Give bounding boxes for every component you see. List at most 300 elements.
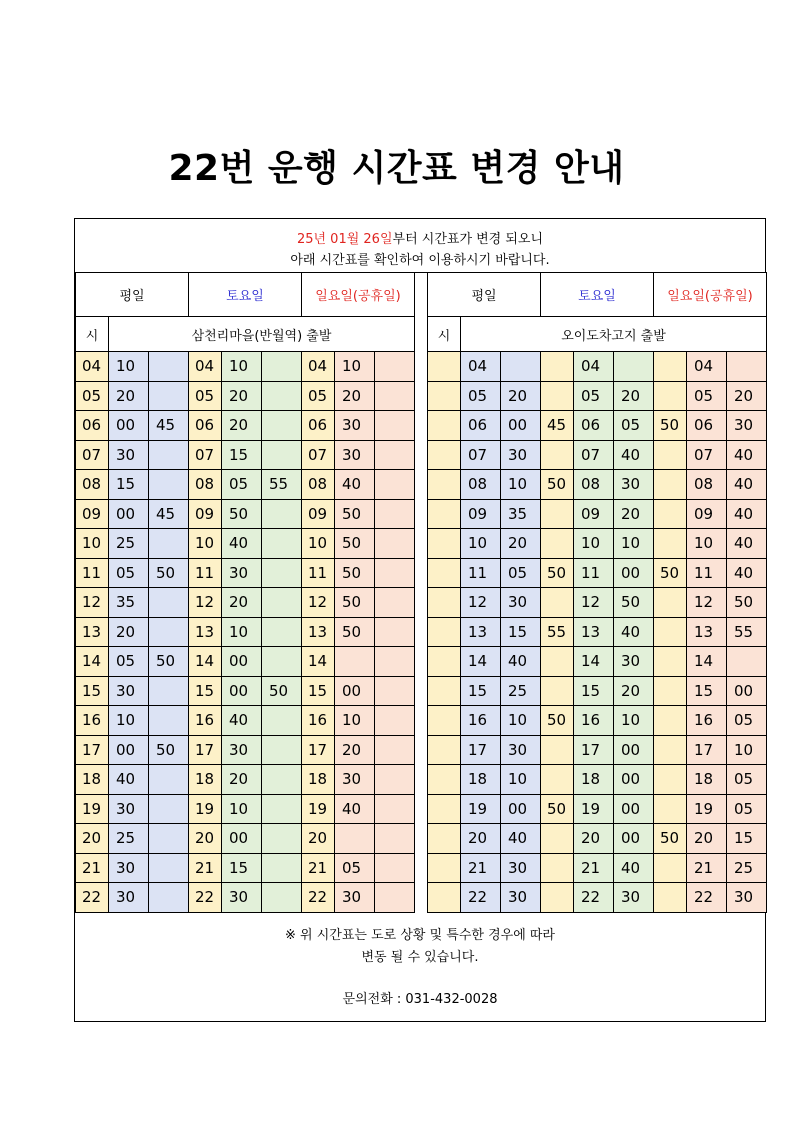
minute-cell bbox=[374, 676, 415, 707]
hour-cell: 21 bbox=[301, 853, 335, 884]
hour-cell: 11 bbox=[188, 558, 222, 589]
minute-cell: 30 bbox=[334, 440, 375, 471]
hour-cell: 13 bbox=[188, 617, 222, 648]
hour-cell bbox=[427, 381, 461, 412]
minute-cell: 50 bbox=[334, 617, 375, 648]
minute-cell: 40 bbox=[334, 469, 375, 500]
hour-cell bbox=[653, 587, 687, 618]
minute-cell: 15 bbox=[726, 823, 767, 854]
minute-cell: 50 bbox=[148, 735, 189, 766]
hour-cell: 17 bbox=[188, 735, 222, 766]
minute-cell: 10 bbox=[500, 705, 541, 736]
minute-cell: 19 bbox=[686, 794, 727, 825]
minute-cell: 05 bbox=[108, 646, 149, 677]
minute-cell: 40 bbox=[221, 705, 262, 736]
minute-cell bbox=[261, 823, 302, 854]
hour-cell: 50 bbox=[540, 469, 574, 500]
minute-cell: 10 bbox=[726, 735, 767, 766]
minute-cell: 40 bbox=[726, 499, 767, 530]
hour-cell bbox=[540, 381, 574, 412]
minute-cell: 13 bbox=[573, 617, 614, 648]
minute-cell bbox=[148, 528, 189, 559]
minute-cell: 30 bbox=[613, 469, 654, 500]
minute-cell: 30 bbox=[108, 882, 149, 913]
minute-cell: 30 bbox=[334, 882, 375, 913]
minute-cell: 50 bbox=[613, 587, 654, 618]
minute-cell: 05 bbox=[686, 381, 727, 412]
hour-cell: 21 bbox=[75, 853, 109, 884]
minute-cell: 40 bbox=[221, 528, 262, 559]
hour-cell: 17 bbox=[301, 735, 335, 766]
hour-cell bbox=[653, 499, 687, 530]
hour-cell: 09 bbox=[188, 499, 222, 530]
minute-cell: 20 bbox=[221, 381, 262, 412]
minute-cell bbox=[613, 351, 654, 382]
minute-cell: 05 bbox=[726, 794, 767, 825]
minute-cell: 10 bbox=[500, 764, 541, 795]
minute-cell: 17 bbox=[573, 735, 614, 766]
hour-cell: 15 bbox=[75, 676, 109, 707]
minute-cell bbox=[148, 440, 189, 471]
hour-cell: 22 bbox=[188, 882, 222, 913]
minute-cell: 21 bbox=[573, 853, 614, 884]
minute-cell: 20 bbox=[108, 617, 149, 648]
minute-cell bbox=[374, 587, 415, 618]
hour-cell: 21 bbox=[188, 853, 222, 884]
minute-cell bbox=[374, 646, 415, 677]
hour-cell: 04 bbox=[188, 351, 222, 382]
hour-cell bbox=[427, 823, 461, 854]
hour-cell: 16 bbox=[75, 705, 109, 736]
minute-cell: 30 bbox=[221, 882, 262, 913]
minute-cell: 40 bbox=[108, 764, 149, 795]
hour-cell bbox=[540, 676, 574, 707]
footer-note-line-1: ※ 위 시간표는 도로 상황 및 특수한 경우에 따라 bbox=[285, 928, 555, 943]
minute-cell: 10 bbox=[221, 794, 262, 825]
minute-cell: 40 bbox=[726, 440, 767, 471]
minute-cell: 10 bbox=[108, 705, 149, 736]
minute-cell: 45 bbox=[148, 499, 189, 530]
minute-cell bbox=[148, 381, 189, 412]
hour-cell bbox=[540, 853, 574, 884]
minute-cell bbox=[148, 617, 189, 648]
hour-cell: 07 bbox=[188, 440, 222, 471]
hour-cell: 09 bbox=[75, 499, 109, 530]
minute-cell bbox=[261, 882, 302, 913]
minute-cell bbox=[374, 823, 415, 854]
minute-cell: 11 bbox=[686, 558, 727, 589]
minute-cell: 21 bbox=[686, 853, 727, 884]
hour-cell bbox=[540, 528, 574, 559]
minute-cell: 12 bbox=[460, 587, 501, 618]
minute-cell bbox=[148, 764, 189, 795]
hour-cell: 45 bbox=[540, 410, 574, 441]
minute-cell: 05 bbox=[726, 764, 767, 795]
hour-cell bbox=[540, 440, 574, 471]
minute-cell: 15 bbox=[573, 676, 614, 707]
minute-cell bbox=[374, 882, 415, 913]
departure-left-hour-header: 시 bbox=[75, 316, 109, 352]
hour-cell bbox=[427, 735, 461, 766]
minute-cell: 30 bbox=[108, 440, 149, 471]
departure-left-weekday-header: 평일 bbox=[75, 272, 189, 317]
minute-cell: 10 bbox=[108, 351, 149, 382]
minute-cell: 00 bbox=[500, 410, 541, 441]
hour-cell bbox=[427, 794, 461, 825]
hour-cell: 06 bbox=[301, 410, 335, 441]
minute-cell bbox=[374, 735, 415, 766]
minute-cell: 10 bbox=[500, 469, 541, 500]
minute-cell: 50 bbox=[334, 499, 375, 530]
minute-cell: 15 bbox=[221, 440, 262, 471]
minute-cell: 50 bbox=[148, 646, 189, 677]
minute-cell bbox=[374, 528, 415, 559]
minute-cell: 12 bbox=[686, 587, 727, 618]
hour-cell: 14 bbox=[75, 646, 109, 677]
minute-cell: 05 bbox=[108, 558, 149, 589]
minute-cell bbox=[261, 794, 302, 825]
minute-cell bbox=[374, 440, 415, 471]
minute-cell: 15 bbox=[460, 676, 501, 707]
minute-cell: 07 bbox=[460, 440, 501, 471]
minute-cell: 20 bbox=[334, 735, 375, 766]
minute-cell: 00 bbox=[613, 764, 654, 795]
minute-cell: 00 bbox=[108, 410, 149, 441]
hour-cell bbox=[540, 646, 574, 677]
minute-cell: 15 bbox=[500, 617, 541, 648]
hour-cell bbox=[427, 617, 461, 648]
hour-cell: 50 bbox=[540, 705, 574, 736]
sunday-label: 일요일 bbox=[667, 289, 705, 304]
hour-cell: 17 bbox=[75, 735, 109, 766]
minute-cell: 30 bbox=[500, 735, 541, 766]
minute-cell: 00 bbox=[108, 499, 149, 530]
minute-cell: 40 bbox=[613, 440, 654, 471]
hour-cell bbox=[653, 646, 687, 677]
minute-cell: 30 bbox=[726, 410, 767, 441]
minute-cell: 04 bbox=[573, 351, 614, 382]
minute-cell: 30 bbox=[108, 676, 149, 707]
minute-cell bbox=[500, 351, 541, 382]
minute-cell: 10 bbox=[221, 351, 262, 382]
minute-cell: 20 bbox=[500, 381, 541, 412]
minute-cell: 20 bbox=[500, 528, 541, 559]
minute-cell: 08 bbox=[460, 469, 501, 500]
minute-cell bbox=[374, 764, 415, 795]
hour-cell bbox=[540, 823, 574, 854]
departure-left-saturday-header: 토요일 bbox=[188, 272, 302, 317]
minute-cell: 20 bbox=[726, 381, 767, 412]
minute-cell bbox=[148, 882, 189, 913]
minute-cell: 05 bbox=[613, 410, 654, 441]
minute-cell: 08 bbox=[686, 469, 727, 500]
minute-cell: 10 bbox=[334, 705, 375, 736]
minute-cell: 16 bbox=[686, 705, 727, 736]
minute-cell: 18 bbox=[573, 764, 614, 795]
minute-cell: 50 bbox=[221, 499, 262, 530]
minute-cell: 06 bbox=[460, 410, 501, 441]
hour-cell: 10 bbox=[75, 528, 109, 559]
departure-right-weekday-header: 평일 bbox=[427, 272, 541, 317]
minute-cell bbox=[374, 794, 415, 825]
departure-right-saturday-header: 토요일 bbox=[540, 272, 654, 317]
departure-right-hour-header: 시 bbox=[427, 316, 461, 352]
minute-cell bbox=[374, 410, 415, 441]
minute-cell: 05 bbox=[726, 705, 767, 736]
minute-cell: 00 bbox=[221, 676, 262, 707]
minute-cell bbox=[261, 351, 302, 382]
hour-cell: 19 bbox=[75, 794, 109, 825]
minute-cell: 55 bbox=[261, 469, 302, 500]
hour-cell bbox=[427, 410, 461, 441]
minute-cell: 00 bbox=[334, 676, 375, 707]
minute-cell: 11 bbox=[573, 558, 614, 589]
hour-cell: 08 bbox=[301, 469, 335, 500]
minute-cell: 40 bbox=[726, 558, 767, 589]
hour-cell bbox=[427, 587, 461, 618]
minute-cell bbox=[148, 794, 189, 825]
hour-cell bbox=[653, 528, 687, 559]
minute-cell: 07 bbox=[573, 440, 614, 471]
minute-cell: 17 bbox=[686, 735, 727, 766]
minute-cell: 00 bbox=[613, 823, 654, 854]
minute-cell: 30 bbox=[108, 794, 149, 825]
minute-cell: 15 bbox=[221, 853, 262, 884]
hour-cell: 04 bbox=[75, 351, 109, 382]
hour-cell bbox=[653, 469, 687, 500]
minute-cell: 20 bbox=[108, 381, 149, 412]
minute-cell: 20 bbox=[221, 587, 262, 618]
hour-cell bbox=[427, 558, 461, 589]
minute-cell: 16 bbox=[460, 705, 501, 736]
hour-cell: 10 bbox=[301, 528, 335, 559]
hour-cell: 18 bbox=[75, 764, 109, 795]
minute-cell: 20 bbox=[613, 499, 654, 530]
hour-cell bbox=[427, 705, 461, 736]
hour-cell bbox=[653, 735, 687, 766]
minute-cell: 18 bbox=[686, 764, 727, 795]
minute-cell bbox=[374, 705, 415, 736]
minute-cell: 10 bbox=[460, 528, 501, 559]
minute-cell: 09 bbox=[686, 499, 727, 530]
minute-cell: 50 bbox=[148, 558, 189, 589]
hour-cell: 13 bbox=[301, 617, 335, 648]
minute-cell: 10 bbox=[221, 617, 262, 648]
hour-cell: 11 bbox=[75, 558, 109, 589]
hour-cell: 16 bbox=[188, 705, 222, 736]
minute-cell bbox=[261, 440, 302, 471]
minute-cell: 30 bbox=[500, 440, 541, 471]
minute-cell: 00 bbox=[726, 676, 767, 707]
minute-cell: 30 bbox=[500, 587, 541, 618]
minute-cell bbox=[374, 351, 415, 382]
minute-cell: 00 bbox=[613, 735, 654, 766]
minute-cell: 00 bbox=[108, 735, 149, 766]
contact-phone: 문의전화 : 031-432-0028 bbox=[342, 992, 498, 1007]
hour-cell: 12 bbox=[188, 587, 222, 618]
minute-cell: 40 bbox=[726, 528, 767, 559]
minute-cell bbox=[148, 351, 189, 382]
minute-cell: 04 bbox=[686, 351, 727, 382]
minute-cell: 25 bbox=[500, 676, 541, 707]
minute-cell bbox=[374, 853, 415, 884]
hour-cell bbox=[427, 764, 461, 795]
minute-cell bbox=[261, 381, 302, 412]
hour-cell: 55 bbox=[540, 617, 574, 648]
minute-cell: 40 bbox=[500, 823, 541, 854]
hour-cell: 10 bbox=[188, 528, 222, 559]
minute-cell: 35 bbox=[108, 587, 149, 618]
holiday-label: (공휴일) bbox=[352, 289, 401, 304]
change-notice bbox=[75, 219, 765, 273]
departure-left-sunday-header bbox=[301, 272, 415, 317]
minute-cell: 25 bbox=[726, 853, 767, 884]
minute-cell: 40 bbox=[613, 617, 654, 648]
timetable-frame bbox=[74, 218, 766, 1022]
hour-cell: 05 bbox=[301, 381, 335, 412]
hour-cell: 20 bbox=[188, 823, 222, 854]
hour-cell bbox=[427, 469, 461, 500]
hour-cell: 12 bbox=[75, 587, 109, 618]
minute-cell: 12 bbox=[573, 587, 614, 618]
minute-cell bbox=[148, 469, 189, 500]
minute-cell: 10 bbox=[686, 528, 727, 559]
minute-cell: 00 bbox=[613, 794, 654, 825]
hour-cell: 09 bbox=[301, 499, 335, 530]
minute-cell: 20 bbox=[613, 381, 654, 412]
hour-cell: 14 bbox=[188, 646, 222, 677]
hour-cell bbox=[427, 351, 461, 382]
departure-left-departure-header: 삼천리마을(반월역) 출발 bbox=[108, 316, 415, 352]
hour-cell bbox=[653, 853, 687, 884]
minute-cell bbox=[334, 823, 375, 854]
hour-cell: 20 bbox=[75, 823, 109, 854]
minute-cell: 25 bbox=[108, 823, 149, 854]
minute-cell: 30 bbox=[613, 882, 654, 913]
hour-cell bbox=[653, 705, 687, 736]
minute-cell: 07 bbox=[686, 440, 727, 471]
minute-cell: 08 bbox=[573, 469, 614, 500]
minute-cell: 30 bbox=[726, 882, 767, 913]
minute-cell: 17 bbox=[460, 735, 501, 766]
minute-cell: 30 bbox=[221, 735, 262, 766]
departure-right-departure-header: 오이도차고지 출발 bbox=[460, 316, 767, 352]
hour-cell bbox=[653, 882, 687, 913]
hour-cell bbox=[540, 882, 574, 913]
minute-cell: 15 bbox=[686, 676, 727, 707]
hour-cell bbox=[653, 764, 687, 795]
minute-cell: 00 bbox=[221, 646, 262, 677]
hour-cell: 11 bbox=[301, 558, 335, 589]
minute-cell bbox=[261, 853, 302, 884]
effective-date: 25년 01월 26일 bbox=[296, 232, 393, 247]
minute-cell: 10 bbox=[613, 528, 654, 559]
minute-cell bbox=[374, 558, 415, 589]
minute-cell bbox=[148, 705, 189, 736]
minute-cell: 06 bbox=[686, 410, 727, 441]
minute-cell: 19 bbox=[573, 794, 614, 825]
hour-cell bbox=[427, 646, 461, 677]
minute-cell: 21 bbox=[460, 853, 501, 884]
minute-cell bbox=[374, 617, 415, 648]
hour-cell: 06 bbox=[75, 410, 109, 441]
hour-cell: 08 bbox=[188, 469, 222, 500]
hour-cell: 18 bbox=[301, 764, 335, 795]
minute-cell: 20 bbox=[221, 410, 262, 441]
minute-cell bbox=[148, 676, 189, 707]
hour-cell: 50 bbox=[653, 558, 687, 589]
hour-cell bbox=[540, 587, 574, 618]
minute-cell bbox=[374, 381, 415, 412]
minute-cell: 00 bbox=[221, 823, 262, 854]
hour-cell: 13 bbox=[75, 617, 109, 648]
minute-cell: 15 bbox=[108, 469, 149, 500]
hour-cell: 07 bbox=[75, 440, 109, 471]
hour-cell: 19 bbox=[188, 794, 222, 825]
minute-cell: 50 bbox=[334, 558, 375, 589]
hour-cell: 22 bbox=[75, 882, 109, 913]
hour-cell: 05 bbox=[188, 381, 222, 412]
minute-cell bbox=[148, 587, 189, 618]
minute-cell: 00 bbox=[613, 558, 654, 589]
hour-cell: 04 bbox=[301, 351, 335, 382]
holiday-label: (공휴일) bbox=[704, 289, 753, 304]
minute-cell: 40 bbox=[613, 853, 654, 884]
minute-cell: 50 bbox=[726, 587, 767, 618]
minute-cell: 55 bbox=[726, 617, 767, 648]
minute-cell: 50 bbox=[334, 587, 375, 618]
minute-cell: 20 bbox=[334, 381, 375, 412]
minute-cell bbox=[261, 587, 302, 618]
minute-cell: 13 bbox=[460, 617, 501, 648]
minute-cell bbox=[374, 469, 415, 500]
minute-cell bbox=[148, 853, 189, 884]
hour-cell: 16 bbox=[301, 705, 335, 736]
minute-cell: 16 bbox=[573, 705, 614, 736]
minute-cell: 50 bbox=[261, 676, 302, 707]
hour-cell bbox=[653, 617, 687, 648]
hour-cell bbox=[653, 381, 687, 412]
notice-line-2: 아래 시간표를 확인하여 이용하시기 바랍니다. bbox=[290, 253, 550, 268]
minute-cell: 20 bbox=[686, 823, 727, 854]
minute-cell: 13 bbox=[686, 617, 727, 648]
minute-cell: 00 bbox=[500, 794, 541, 825]
minute-cell: 14 bbox=[573, 646, 614, 677]
minute-cell: 14 bbox=[460, 646, 501, 677]
hour-cell bbox=[540, 735, 574, 766]
minute-cell bbox=[261, 705, 302, 736]
minute-cell: 22 bbox=[686, 882, 727, 913]
hour-cell: 50 bbox=[653, 823, 687, 854]
hour-cell: 50 bbox=[540, 794, 574, 825]
hour-cell bbox=[540, 499, 574, 530]
hour-cell bbox=[540, 351, 574, 382]
minute-cell: 05 bbox=[460, 381, 501, 412]
minute-cell: 10 bbox=[613, 705, 654, 736]
minute-cell: 09 bbox=[460, 499, 501, 530]
minute-cell: 30 bbox=[334, 410, 375, 441]
departure-right-sunday-header bbox=[653, 272, 767, 317]
hour-cell bbox=[427, 528, 461, 559]
hour-cell: 20 bbox=[301, 823, 335, 854]
minute-cell: 05 bbox=[221, 469, 262, 500]
hour-cell: 12 bbox=[301, 587, 335, 618]
minute-cell: 19 bbox=[460, 794, 501, 825]
minute-cell: 18 bbox=[460, 764, 501, 795]
minute-cell bbox=[261, 558, 302, 589]
minute-cell: 50 bbox=[334, 528, 375, 559]
footer-note-line-2: 변동 될 수 있습니다. bbox=[361, 950, 479, 965]
